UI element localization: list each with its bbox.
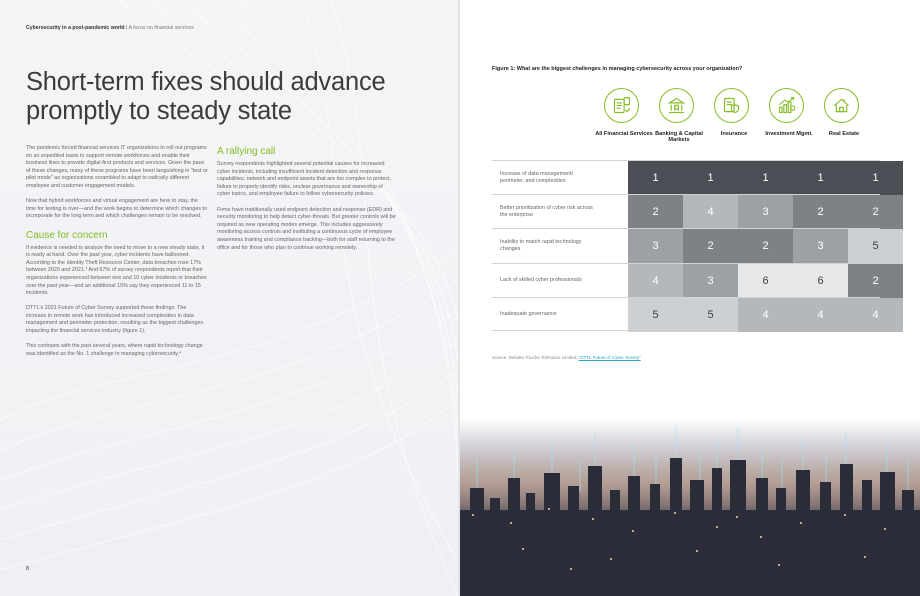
paragraph: If evidence is needed to analyze the need to move to a new steady state, it is ready at hand. Over the past year, cyber incidents have ballooned. According to the Identity Theft Resource Center, data breaches rose 17% between 2020 and 2021.³ And 67% of survey respondents report that their organizations experienced between one and 10 cyber incidents or breaches over the past year—and an additional 15% say they experienced 11 to 15 incidents.: [26, 244, 207, 297]
paragraph: The pandemic forced financial services IT organizations to roll out programs on an expedited basis to support remote workforces and enable their business lines to provide digital-first products and services. Given the pace of these changes, many of these programs have been languishing in "test or pilot mode" as organizations scrambled to adapt to radically different employee and customer engagement models.: [26, 145, 208, 189]
column-header: All Financial Services: [595, 131, 653, 137]
row-label: Inadequate governance: [500, 311, 557, 318]
banking-icon: [659, 88, 694, 123]
paragraph: Survey respondents highlighted several potential causes for increased cyber incidents, including insufficient incident detection and response capabilities, network and endpoint assets that are too complex to protect, failure to properly identify risks, unclear governance and ownership of cyber topics, and employee failure to follow cybersecurity policies.: [217, 161, 392, 198]
text-column-1: [26, 145, 208, 366]
rank-cell: 3: [793, 229, 848, 263]
rank-cell: 3: [628, 229, 683, 263]
column-header: Banking & Capital Markets: [655, 131, 703, 144]
section-heading-rallying-call: A rallying call: [217, 146, 276, 157]
table-row: [492, 228, 880, 262]
rank-cell: 2: [738, 229, 793, 263]
header-subtitle: A focus on financial services: [128, 25, 194, 31]
source-link[interactable]: "DTTL Future of Cyber Survey": [578, 355, 641, 360]
row-label: Inability to match rapid technology changes: [500, 239, 582, 253]
page-number: 8: [26, 566, 29, 572]
running-header: [26, 25, 194, 31]
column-header: Investment Mgmt.: [765, 131, 813, 137]
row-label: Lack of skilled cyber professionals: [500, 277, 582, 284]
rank-cell: 5: [628, 298, 683, 332]
rank-cell: 5: [848, 229, 903, 263]
rank-cell: 4: [738, 298, 793, 332]
rank-cell: 3: [738, 195, 793, 229]
header-separator: |: [126, 25, 128, 31]
rank-cell: 1: [628, 161, 683, 195]
rank-cell: 1: [848, 161, 903, 195]
table-row: [492, 194, 880, 228]
right-page: [460, 0, 920, 596]
source-text: Source: Deloitte Touche Tohmatsu Limited,: [492, 355, 578, 360]
rank-cell: 3: [683, 264, 738, 298]
rank-cell: 4: [793, 298, 848, 332]
row-label: Better prioritization of cyber risk across the enterprise: [500, 205, 593, 219]
header-title: Cybersecurity in a post-pandemic world: [26, 25, 125, 31]
section-heading-cause-for-concern: Cause for concern: [26, 229, 108, 241]
rank-cell: 2: [793, 195, 848, 229]
table-row: [492, 263, 880, 297]
page-title: Short-term fixes should advance promptly to steady state: [26, 68, 386, 125]
table-row: [492, 160, 880, 194]
rank-cell: 4: [628, 264, 683, 298]
rank-cell: 4: [683, 195, 738, 229]
column-headers: [594, 131, 884, 155]
rank-cell: 2: [683, 229, 738, 263]
figure-title: Figure 1: What are the biggest challenges in managing cybersecurity across your organization?: [492, 66, 743, 72]
rank-cell: 5: [683, 298, 738, 332]
rank-cell: 6: [738, 264, 793, 298]
row-label: Increase of data management/ perimeter, and complexities: [500, 171, 574, 184]
paragraph: This contrasts with the past several years, where rapid technology change was identified as the No. 1 challenge in managing cybersecurity.⁴: [26, 343, 203, 357]
text-column-2: [217, 145, 397, 260]
rank-cell: 2: [848, 195, 903, 229]
real-estate-icon: [824, 88, 859, 123]
left-page: [0, 0, 458, 596]
rank-cell: 1: [683, 161, 738, 195]
financial-services-icon: [604, 88, 639, 123]
city-skyline-photo: [460, 418, 920, 596]
rank-cell: 2: [628, 195, 683, 229]
rank-cell: 2: [848, 264, 903, 298]
rank-cell: 1: [738, 161, 793, 195]
column-header: Insurance: [720, 131, 748, 137]
table-row: [492, 297, 880, 331]
ranking-table: [492, 160, 880, 331]
segment-icon-row: [592, 88, 882, 126]
investment-icon: [769, 88, 804, 123]
figure-source: [492, 355, 641, 360]
rank-cell: 6: [793, 264, 848, 298]
rank-cell: 1: [793, 161, 848, 195]
rank-cell: 4: [848, 298, 903, 332]
insurance-icon: [714, 88, 749, 123]
paragraph: Firms have traditionally used endpoint detection and response (EDR) and security monitoring to help detect cyber-threats. But greater controls will be required as new operating modes emerge. This includes aggressively monitoring access controls and instituting a continuous cycle of employee awareness training and compliance tracking—both for staff returning to the office and for those who plan to continue working remotely.: [217, 206, 396, 251]
column-header: Real Estate: [828, 131, 860, 137]
paragraph: Now that hybrid workforces and virtual engagement are here to stay, the time for testing is over—and the work begins to determine which changes to incorporate for the long term and which challenges remain to be resolved.: [26, 198, 207, 220]
paragraph: DTTL's 2021 Future of Cyber Survey supported these findings. The increase in remote work has introduced increased complexities in data management and perimeter protection, resulting as the biggest challenges impacting the financial services industry (figure 1).: [26, 305, 204, 335]
